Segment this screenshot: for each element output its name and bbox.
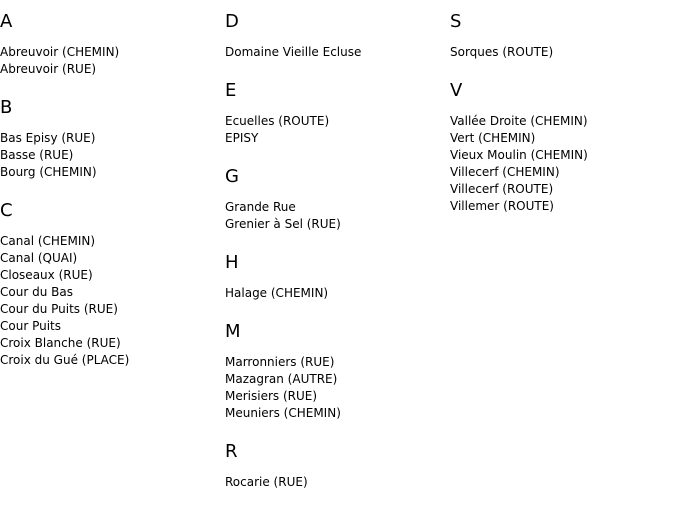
- letter-heading: H: [225, 252, 239, 273]
- street-list: [225, 285, 445, 302]
- street-link[interactable]: Bas Episy (RUE): [0, 131, 96, 145]
- street-link[interactable]: Abreuvoir (RUE): [0, 62, 97, 76]
- street-link[interactable]: Croix du Gué (PLACE): [0, 353, 130, 367]
- street-link[interactable]: Vieux Moulin (CHEMIN): [450, 148, 588, 162]
- street-link[interactable]: Sorques (ROUTE): [450, 45, 554, 59]
- street-list: [225, 44, 445, 61]
- index-column-1: [0, 11, 220, 388]
- street-list: [225, 113, 445, 147]
- letter-group: [225, 11, 445, 61]
- street-link[interactable]: Vallée Droite (CHEMIN): [450, 114, 588, 128]
- street-link[interactable]: Cour du Puits (RUE): [0, 302, 118, 316]
- letter-group: [225, 321, 445, 422]
- letter-group: [225, 252, 445, 302]
- street-link[interactable]: Grenier à Sel (RUE): [225, 217, 341, 231]
- letter-group: [450, 80, 670, 215]
- street-link[interactable]: Villemer (ROUTE): [450, 199, 554, 213]
- letter-heading: V: [450, 80, 463, 101]
- letter-heading: G: [225, 166, 239, 187]
- letter-group: [0, 200, 220, 369]
- index-column-2: [225, 11, 445, 510]
- street-list: [0, 233, 220, 369]
- letter-heading: R: [225, 441, 238, 462]
- letter-heading: D: [225, 11, 239, 32]
- letter-group: [225, 80, 445, 147]
- letter-heading: S: [450, 11, 462, 32]
- street-list: [0, 130, 220, 181]
- letter-heading: C: [0, 200, 13, 221]
- street-link[interactable]: Meuniers (CHEMIN): [225, 406, 341, 420]
- street-link[interactable]: Villecerf (CHEMIN): [450, 165, 560, 179]
- street-link[interactable]: Croix Blanche (RUE): [0, 336, 121, 350]
- street-link[interactable]: Cour Puits: [0, 319, 61, 333]
- street-link[interactable]: Closeaux (RUE): [0, 268, 93, 282]
- street-link[interactable]: Villecerf (ROUTE): [450, 182, 554, 196]
- street-list: [225, 199, 445, 233]
- street-link[interactable]: Rocarie (RUE): [225, 475, 308, 489]
- letter-heading: E: [225, 80, 237, 101]
- letter-group: [0, 11, 220, 78]
- street-list: [225, 354, 445, 422]
- street-link[interactable]: Halage (CHEMIN): [225, 286, 329, 300]
- street-link[interactable]: Bourg (CHEMIN): [0, 165, 97, 179]
- street-list: [225, 474, 445, 491]
- street-link[interactable]: EPISY: [225, 131, 259, 145]
- street-link[interactable]: Canal (CHEMIN): [0, 234, 96, 248]
- street-link[interactable]: Domaine Vieille Ecluse: [225, 45, 362, 59]
- street-list: [0, 44, 220, 78]
- street-link[interactable]: Vert (CHEMIN): [450, 131, 536, 145]
- street-link[interactable]: Ecuelles (ROUTE): [225, 114, 330, 128]
- street-link[interactable]: Abreuvoir (CHEMIN): [0, 45, 120, 59]
- letter-heading: M: [225, 321, 241, 342]
- street-link[interactable]: Mazagran (AUTRE): [225, 372, 338, 386]
- street-link[interactable]: Basse (RUE): [0, 148, 74, 162]
- letter-group: [0, 97, 220, 181]
- letter-group: [225, 441, 445, 491]
- street-list: [450, 44, 670, 61]
- index-column-3: [450, 11, 670, 234]
- letter-heading: A: [0, 11, 13, 32]
- street-link[interactable]: Marronniers (RUE): [225, 355, 335, 369]
- letter-heading: B: [0, 97, 13, 118]
- street-link[interactable]: Cour du Bas: [0, 285, 73, 299]
- letter-group: [450, 11, 670, 61]
- letter-group: [225, 166, 445, 233]
- street-link[interactable]: Grande Rue: [225, 200, 296, 214]
- street-list: [450, 113, 670, 215]
- street-link[interactable]: Merisiers (RUE): [225, 389, 318, 403]
- street-link[interactable]: Canal (QUAI): [0, 251, 78, 265]
